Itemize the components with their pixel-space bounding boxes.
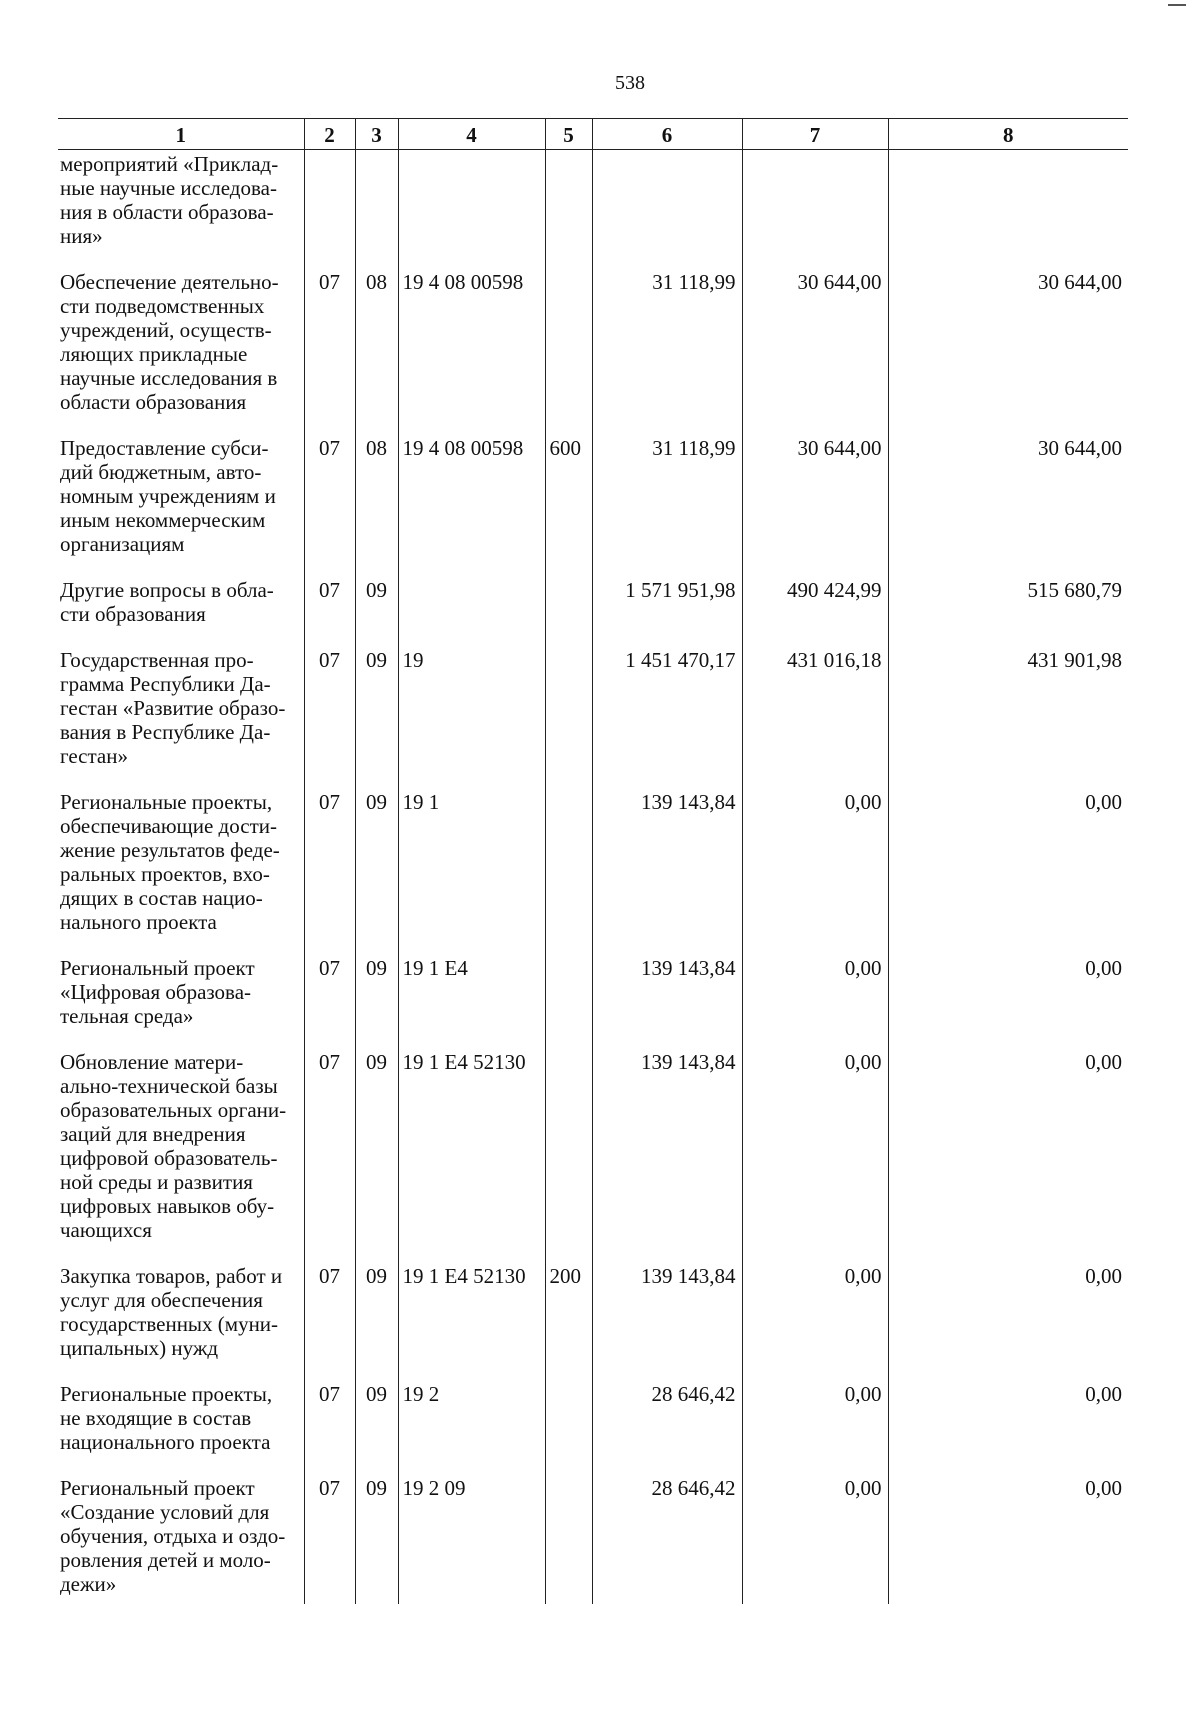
amount-year-1: 31 118,99 xyxy=(592,432,742,574)
target-article-code: 19 1 xyxy=(398,786,545,952)
amount-year-2: 0,00 xyxy=(742,1046,888,1260)
expense-type-code xyxy=(545,644,592,786)
amount-year-3: 30 644,00 xyxy=(888,266,1128,432)
table-row xyxy=(58,1378,1128,1472)
page-number: 538 xyxy=(615,72,645,94)
col-header-7: 7 xyxy=(742,119,888,150)
section-code: 07 xyxy=(304,432,355,574)
amount-year-2: 431 016,18 xyxy=(742,644,888,786)
row-description: Обеспечение деятельно- сти подведомственных учреждений, осуществ- ляющих прикладные научные исследования в области образования xyxy=(60,270,279,414)
row-description: Региональный проект «Создание условий для обучения, отдыха и оздо- ровления детей и моло- дежи» xyxy=(60,1476,286,1596)
row-description: мероприятий «Приклад- ные научные исследова- ния в области образова- ния» xyxy=(60,152,279,248)
row-description: Другие вопросы в обла- сти образования xyxy=(60,578,274,626)
expense-type-code xyxy=(545,1378,592,1472)
amount-year-2: 0,00 xyxy=(742,1378,888,1472)
expense-type-code xyxy=(545,150,592,267)
amount-year-3: 0,00 xyxy=(888,1046,1128,1260)
target-article-code: 19 1 E4 xyxy=(398,952,545,1046)
target-article-code: 19 2 09 xyxy=(398,1472,545,1604)
section-code: 07 xyxy=(304,1472,355,1604)
amount-year-2: 30 644,00 xyxy=(742,266,888,432)
row-description: Региональный проект «Цифровая образова- тельная среда» xyxy=(60,956,255,1028)
table-row xyxy=(58,574,1128,644)
subsection-code: 09 xyxy=(355,786,398,952)
target-article-code: 19 1 E4 52130 xyxy=(398,1046,545,1260)
amount-year-2: 0,00 xyxy=(742,952,888,1046)
section-code: 07 xyxy=(304,786,355,952)
amount-year-2 xyxy=(742,150,888,267)
expense-type-code: 600 xyxy=(545,432,592,574)
amount-year-1: 1 571 951,98 xyxy=(592,574,742,644)
expense-type-code xyxy=(545,574,592,644)
expense-type-code xyxy=(545,1472,592,1604)
table-row xyxy=(58,150,1128,267)
section-code: 07 xyxy=(304,1378,355,1472)
target-article-code: 19 2 xyxy=(398,1378,545,1472)
amount-year-3: 0,00 xyxy=(888,1378,1128,1472)
expense-type-code xyxy=(545,786,592,952)
table-body xyxy=(58,150,1128,1605)
amount-year-1: 139 143,84 xyxy=(592,1046,742,1260)
subsection-code: 09 xyxy=(355,1046,398,1260)
subsection-code: 09 xyxy=(355,1472,398,1604)
subsection-code: 08 xyxy=(355,432,398,574)
col-header-3: 3 xyxy=(355,119,398,150)
section-code xyxy=(304,150,355,267)
subsection-code xyxy=(355,150,398,267)
row-description: Региональные проекты, не входящие в состав национального проекта xyxy=(60,1382,273,1454)
budget-table xyxy=(58,118,1128,1604)
amount-year-3: 0,00 xyxy=(888,952,1128,1046)
amount-year-2: 490 424,99 xyxy=(742,574,888,644)
section-code: 07 xyxy=(304,644,355,786)
section-code: 07 xyxy=(304,952,355,1046)
amount-year-3: 30 644,00 xyxy=(888,432,1128,574)
amount-year-1: 31 118,99 xyxy=(592,266,742,432)
amount-year-2: 0,00 xyxy=(742,1472,888,1604)
amount-year-3: 0,00 xyxy=(888,1472,1128,1604)
target-article-code xyxy=(398,150,545,267)
row-description: Региональные проекты, обеспечивающие дости- жение результатов феде- ральных проектов, вхо- дящих в состав нацио- нального проекта xyxy=(60,790,280,934)
subsection-code: 09 xyxy=(355,952,398,1046)
expense-type-code: 200 xyxy=(545,1260,592,1378)
target-article-code: 19 xyxy=(398,644,545,786)
row-description: Государственная про- грамма Республики Да- гестан «Развитие образо- вания в Республике Да- гестан» xyxy=(60,648,286,768)
amount-year-1: 139 143,84 xyxy=(592,786,742,952)
col-header-5: 5 xyxy=(545,119,592,150)
amount-year-2: 0,00 xyxy=(742,786,888,952)
amount-year-1: 139 143,84 xyxy=(592,952,742,1046)
subsection-code: 08 xyxy=(355,266,398,432)
expense-type-code xyxy=(545,952,592,1046)
expense-type-code xyxy=(545,266,592,432)
table-row xyxy=(58,786,1128,952)
subsection-code: 09 xyxy=(355,1378,398,1472)
subsection-code: 09 xyxy=(355,574,398,644)
header-row xyxy=(58,119,1128,150)
amount-year-3 xyxy=(888,150,1128,267)
subsection-code: 09 xyxy=(355,1260,398,1378)
table-row xyxy=(58,1046,1128,1260)
section-code: 07 xyxy=(304,574,355,644)
table-row xyxy=(58,952,1128,1046)
amount-year-2: 0,00 xyxy=(742,1260,888,1378)
col-header-1: 1 xyxy=(58,119,304,150)
section-code: 07 xyxy=(304,266,355,432)
subsection-code: 09 xyxy=(355,644,398,786)
section-code: 07 xyxy=(304,1260,355,1378)
row-description: Обновление матери- ально-технической базы образовательных органи- заций для внедрения цифровой образователь- ной среды и развития цифровых навыков обу- чающихся xyxy=(60,1050,287,1242)
amount-year-3: 515 680,79 xyxy=(888,574,1128,644)
target-article-code: 19 4 08 00598 xyxy=(398,266,545,432)
table-row xyxy=(58,266,1128,432)
table-row xyxy=(58,1260,1128,1378)
col-header-8: 8 xyxy=(888,119,1128,150)
expense-type-code xyxy=(545,1046,592,1260)
amount-year-3: 0,00 xyxy=(888,1260,1128,1378)
table-row xyxy=(58,644,1128,786)
amount-year-1: 139 143,84 xyxy=(592,1260,742,1378)
target-article-code: 19 4 08 00598 xyxy=(398,432,545,574)
scan-edge-mark xyxy=(1168,4,1186,6)
amount-year-1: 28 646,42 xyxy=(592,1472,742,1604)
row-description: Закупка товаров, работ и услуг для обеспечения государственных (муни- ципальных) нужд xyxy=(60,1264,283,1360)
target-article-code: 19 1 E4 52130 xyxy=(398,1260,545,1378)
table-row xyxy=(58,432,1128,574)
amount-year-1 xyxy=(592,150,742,267)
table-row xyxy=(58,1472,1128,1604)
amount-year-2: 30 644,00 xyxy=(742,432,888,574)
amount-year-1: 28 646,42 xyxy=(592,1378,742,1472)
section-code: 07 xyxy=(304,1046,355,1260)
amount-year-3: 431 901,98 xyxy=(888,644,1128,786)
amount-year-1: 1 451 470,17 xyxy=(592,644,742,786)
col-header-2: 2 xyxy=(304,119,355,150)
row-description: Предоставление субси- дий бюджетным, авто- номным учреждениям и иным некоммерческим организациям xyxy=(60,436,276,556)
col-header-6: 6 xyxy=(592,119,742,150)
target-article-code xyxy=(398,574,545,644)
amount-year-3: 0,00 xyxy=(888,786,1128,952)
col-header-4: 4 xyxy=(398,119,545,150)
